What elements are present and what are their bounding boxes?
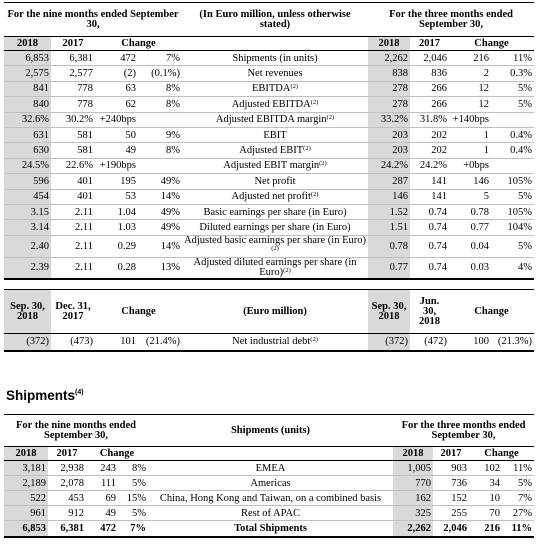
- col-blank: [148, 447, 393, 461]
- cell: 0.74: [410, 204, 449, 219]
- cell: 15%: [118, 491, 148, 506]
- row-label-text: Adjusted EBITDA: [231, 98, 311, 110]
- cell: 195: [95, 174, 138, 189]
- cell: 102: [469, 461, 502, 476]
- row-label: [182, 158, 368, 173]
- table-row: [4, 491, 534, 506]
- cell: 111: [86, 476, 118, 491]
- cell: 12: [449, 81, 491, 96]
- row-label: [182, 174, 368, 189]
- table-row: [4, 51, 534, 66]
- cell: 5%: [491, 81, 534, 96]
- cell: 6,381: [51, 51, 95, 66]
- cell: 49: [95, 143, 138, 158]
- table-row: [4, 66, 534, 81]
- cell: 5%: [502, 476, 534, 491]
- cell: 1: [449, 127, 491, 142]
- cell: [491, 112, 534, 127]
- cell: 12: [449, 97, 491, 112]
- cell: 2,046: [410, 51, 449, 66]
- col-2017: 2017: [51, 37, 95, 51]
- cell: 472: [95, 51, 138, 66]
- footnote-ref: (2): [326, 114, 335, 122]
- col-2018-q: 2018: [368, 37, 410, 51]
- cell: 216: [449, 51, 491, 66]
- col-change: Change: [95, 37, 182, 51]
- table-row: [4, 97, 534, 112]
- cell: 2: [449, 66, 491, 81]
- cell: 2.11: [51, 257, 95, 279]
- row-label-text: Shipments (in units): [232, 52, 318, 64]
- cell: 141: [410, 189, 449, 204]
- cell: (372): [4, 334, 51, 351]
- ship-header-nine-months: For the nine months ended September 30,: [4, 415, 148, 447]
- cell: 0.78: [368, 235, 410, 257]
- cell: 581: [51, 127, 95, 142]
- table-row: [4, 506, 534, 521]
- row-label: [182, 66, 368, 81]
- cell: 840: [4, 97, 51, 112]
- cell: 1.03: [95, 220, 138, 235]
- row-label: [182, 334, 368, 351]
- cell: (0.1%): [138, 66, 182, 81]
- cell: [138, 158, 182, 173]
- cell: +240bps: [95, 112, 138, 127]
- cell: 0.04: [449, 235, 491, 257]
- cell: 27%: [502, 506, 534, 521]
- row-label-text: Basic earnings per share (in Euro): [203, 206, 347, 218]
- footnote-ref: (2): [310, 98, 319, 106]
- cell: 7%: [118, 521, 148, 537]
- cell: 0.77: [368, 257, 410, 279]
- cell: (2): [95, 66, 138, 81]
- cell: 5%: [118, 476, 148, 491]
- row-label-text: Adjusted EBIT margin: [223, 160, 320, 172]
- cell: (473): [51, 334, 95, 351]
- cell: 2,938: [48, 461, 86, 476]
- row-label-text: EBIT: [263, 129, 287, 141]
- cell: 961: [4, 506, 48, 521]
- table-row: [4, 235, 534, 257]
- cell: 2,577: [51, 66, 95, 81]
- cell: 14%: [138, 189, 182, 204]
- col-euro-million: (Euro million): [182, 290, 368, 334]
- cell: 8%: [138, 97, 182, 112]
- row-label-text: Adjusted diluted earnings per share (in Euro): [193, 257, 357, 278]
- cell: 2.39: [4, 257, 51, 279]
- table-row: [4, 143, 534, 158]
- cell: 325: [393, 506, 433, 521]
- cell: 7%: [138, 51, 182, 66]
- cell: 202: [410, 127, 449, 142]
- cell: 31.8%: [410, 112, 449, 127]
- cell: 33.2%: [368, 112, 410, 127]
- col-change-q: Change: [469, 447, 534, 461]
- cell: [491, 158, 534, 173]
- cell: 69: [86, 491, 118, 506]
- shipments-table: [4, 414, 534, 538]
- footnote-ref: (2): [310, 336, 318, 344]
- ship-header-units: Shipments (units): [148, 415, 393, 447]
- col-jun30: Jun. 30, 2018: [410, 290, 449, 334]
- net-industrial-debt-table: [4, 289, 534, 352]
- row-label-text: Adjusted basic earnings per share (in Euro): [184, 235, 366, 247]
- cell: 0.74: [410, 220, 449, 235]
- total-row: [4, 521, 534, 537]
- cell: 838: [368, 66, 410, 81]
- cell: 596: [4, 174, 51, 189]
- cell: 453: [48, 491, 86, 506]
- header-units: (In Euro million, unless otherwise stated): [182, 3, 368, 37]
- cell: 5%: [491, 235, 534, 257]
- cell: 9%: [138, 127, 182, 142]
- col-change-debt-b: Change: [449, 290, 534, 334]
- cell: 0.3%: [491, 66, 534, 81]
- row-label: [182, 112, 368, 127]
- cell: 631: [4, 127, 51, 142]
- cell: 0.4%: [491, 143, 534, 158]
- cell: 49%: [138, 204, 182, 219]
- cell: 401: [51, 174, 95, 189]
- col-2017-q: 2017: [433, 447, 469, 461]
- cell: 8%: [138, 81, 182, 96]
- table-row: [4, 461, 534, 476]
- cell: 24.2%: [368, 158, 410, 173]
- cell: 101: [95, 334, 138, 351]
- col-2017-q: 2017: [410, 37, 449, 51]
- cell: 2.40: [4, 235, 51, 257]
- cell: 50: [95, 127, 138, 142]
- table-row: [4, 189, 534, 204]
- header-nine-months: For the nine months ended September 30,: [4, 3, 182, 37]
- cell: 49%: [138, 174, 182, 189]
- cell: 202: [410, 143, 449, 158]
- cell: 2.11: [51, 220, 95, 235]
- row-label: [182, 143, 368, 158]
- cell: 63: [95, 81, 138, 96]
- cell: 6,381: [48, 521, 86, 537]
- cell: 11%: [491, 51, 534, 66]
- cell: 14%: [138, 235, 182, 257]
- footnote-ref: (2): [310, 191, 319, 199]
- footnote-ref: (2): [290, 83, 299, 91]
- col-2018-q: 2018: [393, 447, 433, 461]
- table-row: [4, 81, 534, 96]
- cell: 278: [368, 97, 410, 112]
- row-label: [182, 257, 368, 279]
- header-three-months: For the three months ended September 30,: [368, 3, 534, 37]
- cell: 34: [469, 476, 502, 491]
- col-change-debt: Change: [95, 290, 182, 334]
- cell: 216: [469, 521, 502, 537]
- cell: 24.5%: [4, 158, 51, 173]
- cell: 146: [368, 189, 410, 204]
- cell: 522: [4, 491, 48, 506]
- footnote-ref: (2): [283, 266, 291, 274]
- shipments-title-text: Shipments: [6, 388, 76, 403]
- col-sep30: Sep. 30, 2018: [4, 290, 51, 334]
- cell: 2.11: [51, 204, 95, 219]
- cell: 49: [86, 506, 118, 521]
- row-label: Rest of APAC: [148, 506, 393, 521]
- financial-summary-table: [4, 2, 534, 280]
- col-sep30-b: Sep. 30, 2018: [368, 290, 410, 334]
- cell: 2,262: [393, 521, 433, 537]
- cell: 1.52: [368, 204, 410, 219]
- cell: 70: [469, 506, 502, 521]
- row-label: EMEA: [148, 461, 393, 476]
- cell: 24.2%: [410, 158, 449, 173]
- cell: 2,078: [48, 476, 86, 491]
- col-dec31: Dec. 31, 2017: [51, 290, 95, 334]
- row-label: [182, 51, 368, 66]
- row-label: [182, 235, 368, 257]
- cell: [138, 112, 182, 127]
- footnote-ref: (4): [75, 389, 84, 396]
- cell: 6,853: [4, 51, 51, 66]
- cell: 1.51: [368, 220, 410, 235]
- row-label-text: Adjusted net profit: [231, 191, 311, 203]
- cell: 7%: [502, 491, 534, 506]
- cell: 203: [368, 143, 410, 158]
- cell: 5%: [491, 189, 534, 204]
- cell: 401: [51, 189, 95, 204]
- cell: 30.2%: [51, 112, 95, 127]
- cell: 100: [449, 334, 491, 351]
- row-label: [182, 204, 368, 219]
- cell: 770: [393, 476, 433, 491]
- cell: 0.74: [410, 257, 449, 279]
- cell: 2,189: [4, 476, 48, 491]
- cell: 152: [433, 491, 469, 506]
- cell: 2,046: [433, 521, 469, 537]
- table-row: [4, 476, 534, 491]
- cell: 62: [95, 97, 138, 112]
- cell: 10: [469, 491, 502, 506]
- cell: 266: [410, 81, 449, 96]
- row-label-text: Adjusted EBIT: [239, 145, 304, 157]
- cell: 266: [410, 97, 449, 112]
- cell: 472: [86, 521, 118, 537]
- cell: (21.3%): [491, 334, 534, 351]
- row-label: Total Shipments: [148, 521, 393, 537]
- row-label: [182, 81, 368, 96]
- cell: +190bps: [95, 158, 138, 173]
- cell: 4%: [491, 257, 534, 279]
- cell: 162: [393, 491, 433, 506]
- row-label-text: Diluted earnings per share (in Euro): [199, 221, 351, 233]
- row-label: Americas: [148, 476, 393, 491]
- cell: 104%: [491, 220, 534, 235]
- cell: 903: [433, 461, 469, 476]
- col-2017: 2017: [48, 447, 86, 461]
- cell: 5%: [118, 506, 148, 521]
- cell: 2,575: [4, 66, 51, 81]
- table-row: [4, 158, 534, 173]
- cell: 105%: [491, 204, 534, 219]
- row-label: China, Hong Kong and Taiwan, on a combined basis: [148, 491, 393, 506]
- cell: 778: [51, 81, 95, 96]
- shipments-title: [6, 388, 84, 403]
- cell: 0.28: [95, 257, 138, 279]
- cell: 454: [4, 189, 51, 204]
- table-row: [4, 174, 534, 189]
- row-label: [182, 220, 368, 235]
- table-row: [4, 204, 534, 219]
- cell: 0.4%: [491, 127, 534, 142]
- col-2018: 2018: [4, 37, 51, 51]
- cell: 0.78: [449, 204, 491, 219]
- cell: 3,181: [4, 461, 48, 476]
- cell: 203: [368, 127, 410, 142]
- row-label-text: Net industrial debt: [232, 336, 311, 348]
- row-label: [182, 189, 368, 204]
- cell: (21.4%): [138, 334, 182, 351]
- row-label-text: Net profit: [254, 175, 296, 187]
- cell: 912: [48, 506, 86, 521]
- cell: 0.29: [95, 235, 138, 257]
- row-label-text: Net revenues: [247, 68, 303, 80]
- cell: 8%: [138, 143, 182, 158]
- cell: (372): [368, 334, 410, 351]
- cell: 2,262: [368, 51, 410, 66]
- cell: 11%: [502, 521, 534, 537]
- cell: 13%: [138, 257, 182, 279]
- table-row: [4, 127, 534, 142]
- col-change-q: Change: [449, 37, 534, 51]
- col-change: Change: [86, 447, 148, 461]
- cell: 5: [449, 189, 491, 204]
- cell: (472): [410, 334, 449, 351]
- cell: 630: [4, 143, 51, 158]
- col-blank: [182, 37, 368, 51]
- cell: 278: [368, 81, 410, 96]
- cell: 11%: [502, 461, 534, 476]
- cell: 243: [86, 461, 118, 476]
- cell: 1.04: [95, 204, 138, 219]
- row-label-text: EBITDA: [251, 83, 291, 95]
- cell: 3.14: [4, 220, 51, 235]
- cell: 1,005: [393, 461, 433, 476]
- cell: 6,853: [4, 521, 48, 537]
- row-label: [182, 127, 368, 142]
- table-row: [4, 334, 534, 351]
- cell: 0.77: [449, 220, 491, 235]
- cell: 0.03: [449, 257, 491, 279]
- footnote-ref: (2): [303, 145, 311, 153]
- cell: 22.6%: [51, 158, 95, 173]
- footnote-ref: (2): [319, 160, 327, 168]
- cell: 8%: [118, 461, 148, 476]
- table-row: [4, 220, 534, 235]
- ship-header-three-months: For the three months ended September 30,: [393, 415, 534, 447]
- cell: 146: [449, 174, 491, 189]
- cell: 105%: [491, 174, 534, 189]
- cell: 736: [433, 476, 469, 491]
- cell: 287: [368, 174, 410, 189]
- footnote-ref: (2): [271, 245, 279, 253]
- cell: 1: [449, 143, 491, 158]
- cell: 2.11: [51, 235, 95, 257]
- cell: +0bps: [449, 158, 491, 173]
- cell: 255: [433, 506, 469, 521]
- cell: 53: [95, 189, 138, 204]
- cell: 0.74: [410, 235, 449, 257]
- cell: 141: [410, 174, 449, 189]
- cell: 3.15: [4, 204, 51, 219]
- table-row: [4, 112, 534, 127]
- table-row: [4, 257, 534, 279]
- row-label-text: Adjusted EBITDA margin: [215, 114, 327, 126]
- cell: 32.6%: [4, 112, 51, 127]
- cell: 49%: [138, 220, 182, 235]
- col-2018: 2018: [4, 447, 48, 461]
- cell: 5%: [491, 97, 534, 112]
- cell: 836: [410, 66, 449, 81]
- cell: +140bps: [449, 112, 491, 127]
- cell: 581: [51, 143, 95, 158]
- cell: 841: [4, 81, 51, 96]
- cell: 778: [51, 97, 95, 112]
- row-label: [182, 97, 368, 112]
